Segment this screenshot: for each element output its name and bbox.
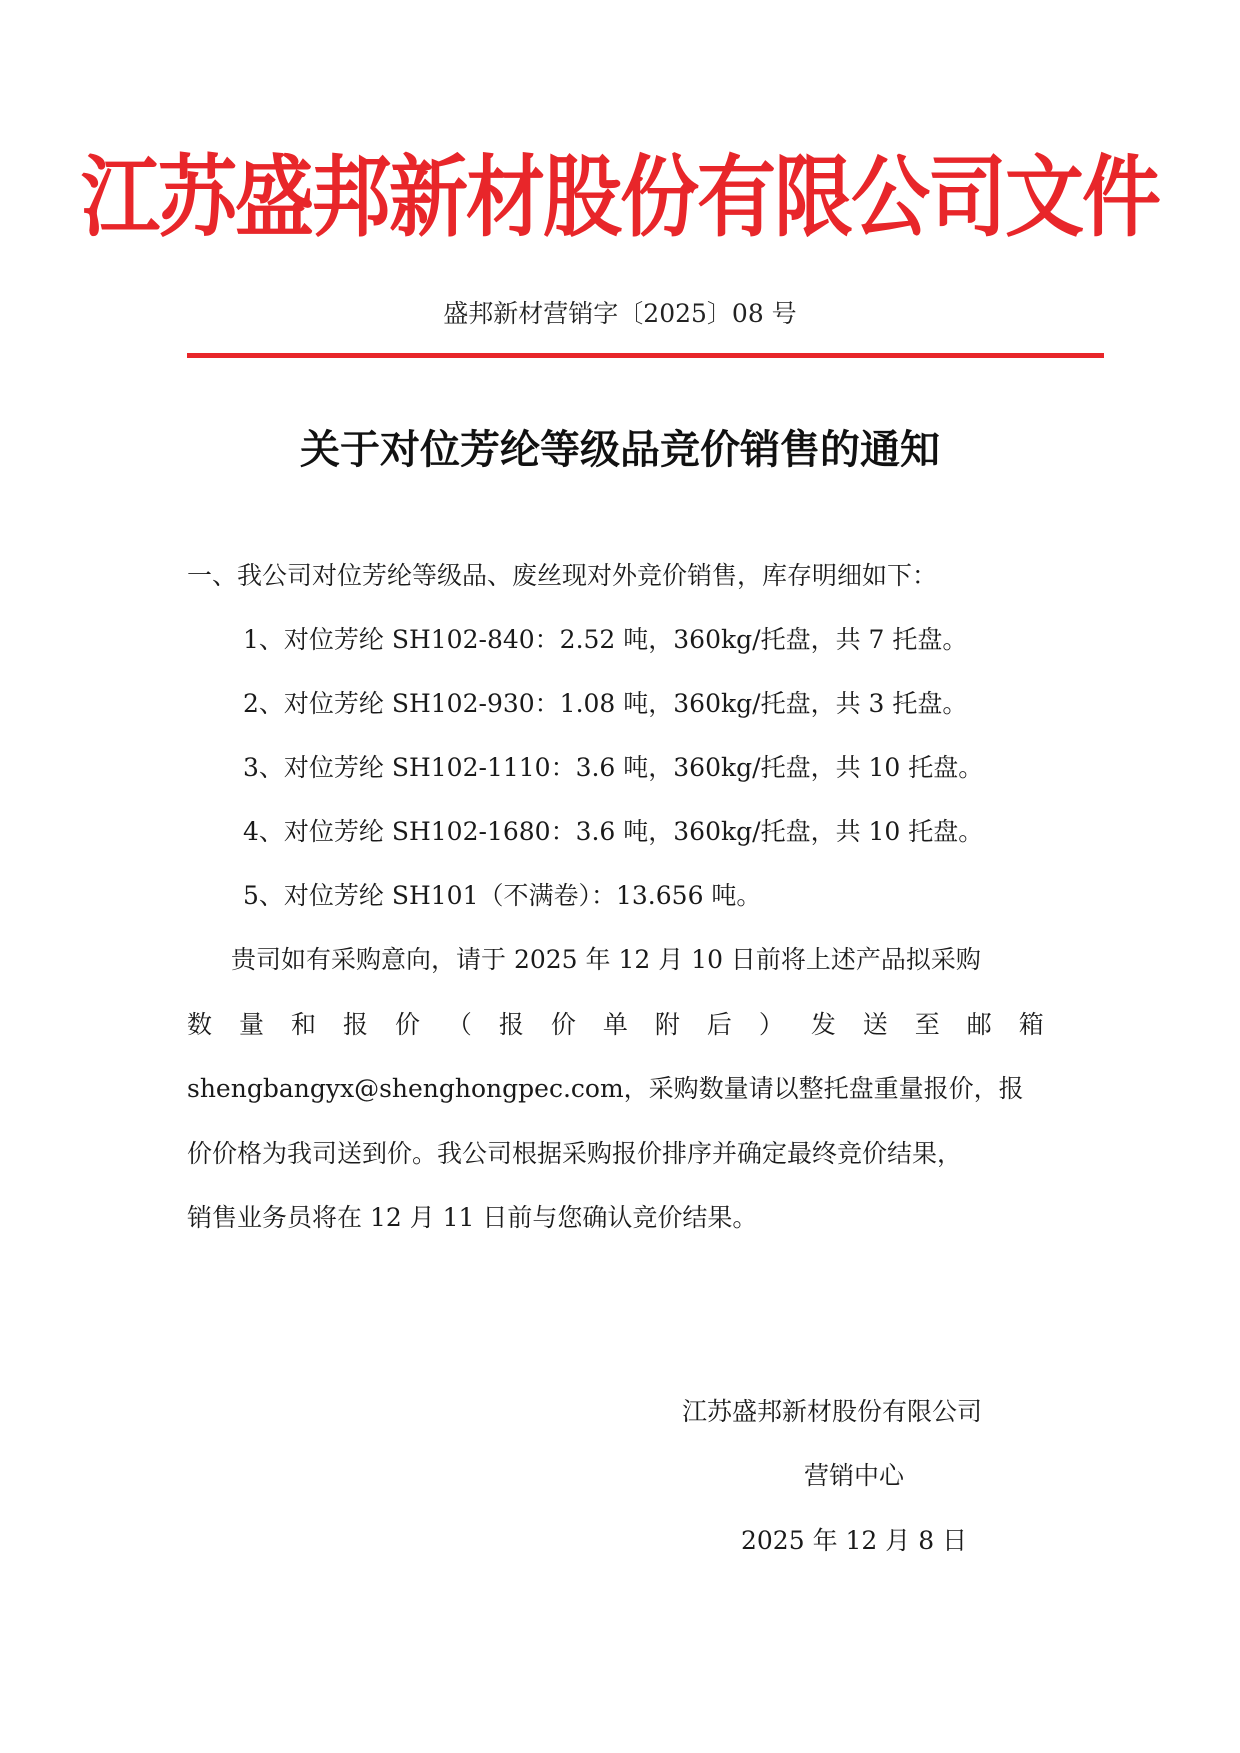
spaced-char: 量 — [238, 1010, 264, 1039]
signature-department: 营销中心 — [804, 1461, 905, 1490]
section-intro: 一、我公司对位芳纶等级品、废丝现对外竞价销售，库存明细如下： — [187, 561, 938, 590]
spaced-char: 和 — [290, 1010, 316, 1039]
inventory-item: 1、对位芳纶 SH102-840：2.52 吨，360kg/托盘，共 7 托盘。 — [243, 625, 968, 654]
document-header-title: 江苏盛邦新材股份有限公司文件 — [81, 146, 1159, 250]
inventory-item: 4、对位芳纶 SH102-1680：3.6 吨，360kg/托盘，共 10 托盘。 — [243, 817, 984, 846]
spaced-char: （ — [446, 1010, 472, 1039]
spaced-char: 报 — [498, 1010, 524, 1039]
spaced-char: 价 — [550, 1010, 576, 1039]
spaced-char: 附 — [654, 1010, 680, 1039]
spaced-char: 箱 — [1018, 1010, 1044, 1039]
paragraph-line-email: shengbangyx@shenghongpec.com，采购数量请以整托盘重量报价，报 — [187, 1074, 1024, 1103]
spaced-char: 邮 — [966, 1010, 992, 1039]
inventory-item: 3、对位芳纶 SH102-1110：3.6 吨，360kg/托盘，共 10 托盘。 — [243, 753, 984, 782]
spaced-char: 送 — [862, 1010, 888, 1039]
inventory-item: 2、对位芳纶 SH102-930：1.08 吨，360kg/托盘，共 3 托盘。 — [243, 689, 968, 718]
paragraph-line: 价价格为我司送到价。我公司根据采购报价排序并确定最终竞价结果， — [187, 1139, 963, 1168]
spaced-char: 至 — [914, 1010, 940, 1039]
spaced-char: ） — [758, 1010, 784, 1039]
spaced-char: 发 — [810, 1010, 836, 1039]
spaced-char: 价 — [394, 1010, 420, 1039]
spaced-char: 单 — [602, 1010, 628, 1039]
paragraph-line-spaced — [187, 1005, 1044, 1045]
paragraph-line: 销售业务员将在 12 月 11 日前与您确认竞价结果。 — [187, 1203, 758, 1232]
header-divider — [187, 353, 1104, 358]
inventory-item: 5、对位芳纶 SH101（不满卷）：13.656 吨。 — [243, 881, 762, 910]
document-number: 盛邦新材营销字〔2025〕08 号 — [443, 299, 797, 328]
signature-date: 2025 年 12 月 8 日 — [741, 1526, 968, 1555]
notice-title: 关于对位芳纶等级品竞价销售的通知 — [300, 427, 940, 473]
spaced-char: 报 — [342, 1010, 368, 1039]
paragraph-line: 贵司如有采购意向，请于 2025 年 12 月 10 日前将上述产品拟采购 — [231, 945, 981, 974]
spaced-char: 后 — [706, 1010, 732, 1039]
spaced-char: 数 — [187, 1010, 213, 1039]
signature-company: 江苏盛邦新材股份有限公司 — [682, 1397, 983, 1426]
